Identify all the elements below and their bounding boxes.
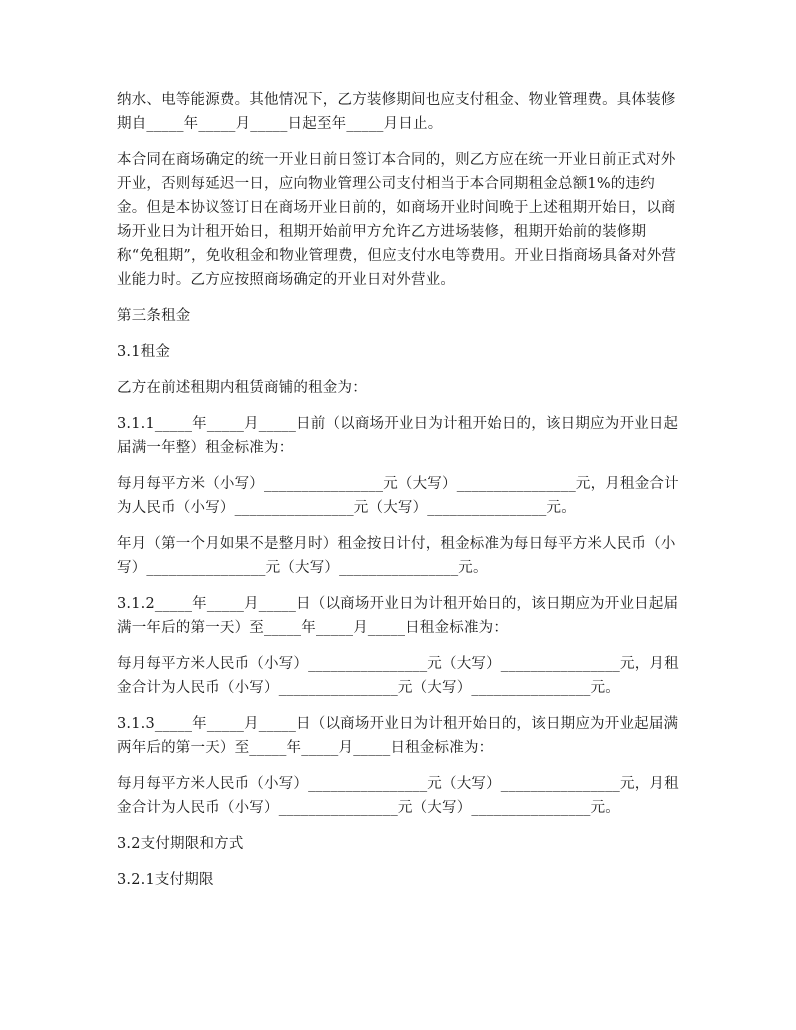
clause-3-1-2: 3.1.2_____年_____月_____日（以商场开业日为计租开始日的，该日期应为开业日起届满一年后的第一天）至_____年_____月_____日租金标准为： (117, 596, 679, 636)
subsection-heading-3-1: 3.1租金 (117, 344, 171, 360)
subsection-heading-3-2: 3.2支付期限和方式 (117, 836, 244, 852)
paragraph-renovation-period: 纳水、电等能源费。其他情况下，乙方装修期间也应支付租金、物业管理费。具体装修期自_____年_____月_____日起至年_____月日止。 (117, 92, 676, 132)
clause-3-1-2-rate: 每月每平方米人民币（小写）________________元（大写）________________元，月租金合计为人民币（小写）________________元（大写）________________元。 (117, 656, 679, 696)
clause-partial-month: 年月（第一个月如果不是整月时）租金按日计付，租金标准为每日每平方米人民币（小写）________________元（大写）________________元。 (117, 536, 676, 576)
clause-3-1-1: 3.1.1_____年_____月_____日前（以商场开业日为计租开始日的，该日期应为开业日起届满一年整）租金标准为： (117, 416, 679, 456)
document-page (117, 88, 683, 892)
paragraph-opening-terms: 本合同在商场确定的统一开业日前日签订本合同的，则乙方应在统一开业日前正式对外开业，否则每延迟一日，应向物业管理公司支付相当于本合同期租金总额1%的违约金。但是本协议签订日在商场开业日前的，如商场开业时间晚于上述租期开始日，以商场开业日为计租开始日，租期开始前甲方允许乙方进场装修，租期开始前的装修期称“免租期”，免收租金和物业管理费，但应支付水电等费用。开业日指商场具备对外营业能力时。乙方应按照商场确定的开业日对外营业。 (117, 152, 677, 288)
section-heading-rent: 第三条租金 (117, 308, 191, 324)
clause-3-1-3: 3.1.3_____年_____月_____日（以商场开业日为计租开始日的，该日期应为开业起届满两年后的第一天）至_____年_____月_____日租金标准为： (117, 716, 679, 756)
paragraph-rent-intro: 乙方在前述租期内租赁商铺的租金为： (117, 380, 367, 396)
clause-3-1-3-rate: 每月每平方米人民币（小写）________________元（大写）________________元，月租金合计为人民币（小写）________________元（大写）________________元。 (117, 776, 679, 816)
subsection-heading-3-2-1: 3.2.1支付期限 (117, 872, 214, 888)
clause-3-1-1-rate: 每月每平方米（小写）________________元（大写）________________元，月租金合计为人民币（小写）________________元（大写）________________元。 (117, 476, 679, 516)
